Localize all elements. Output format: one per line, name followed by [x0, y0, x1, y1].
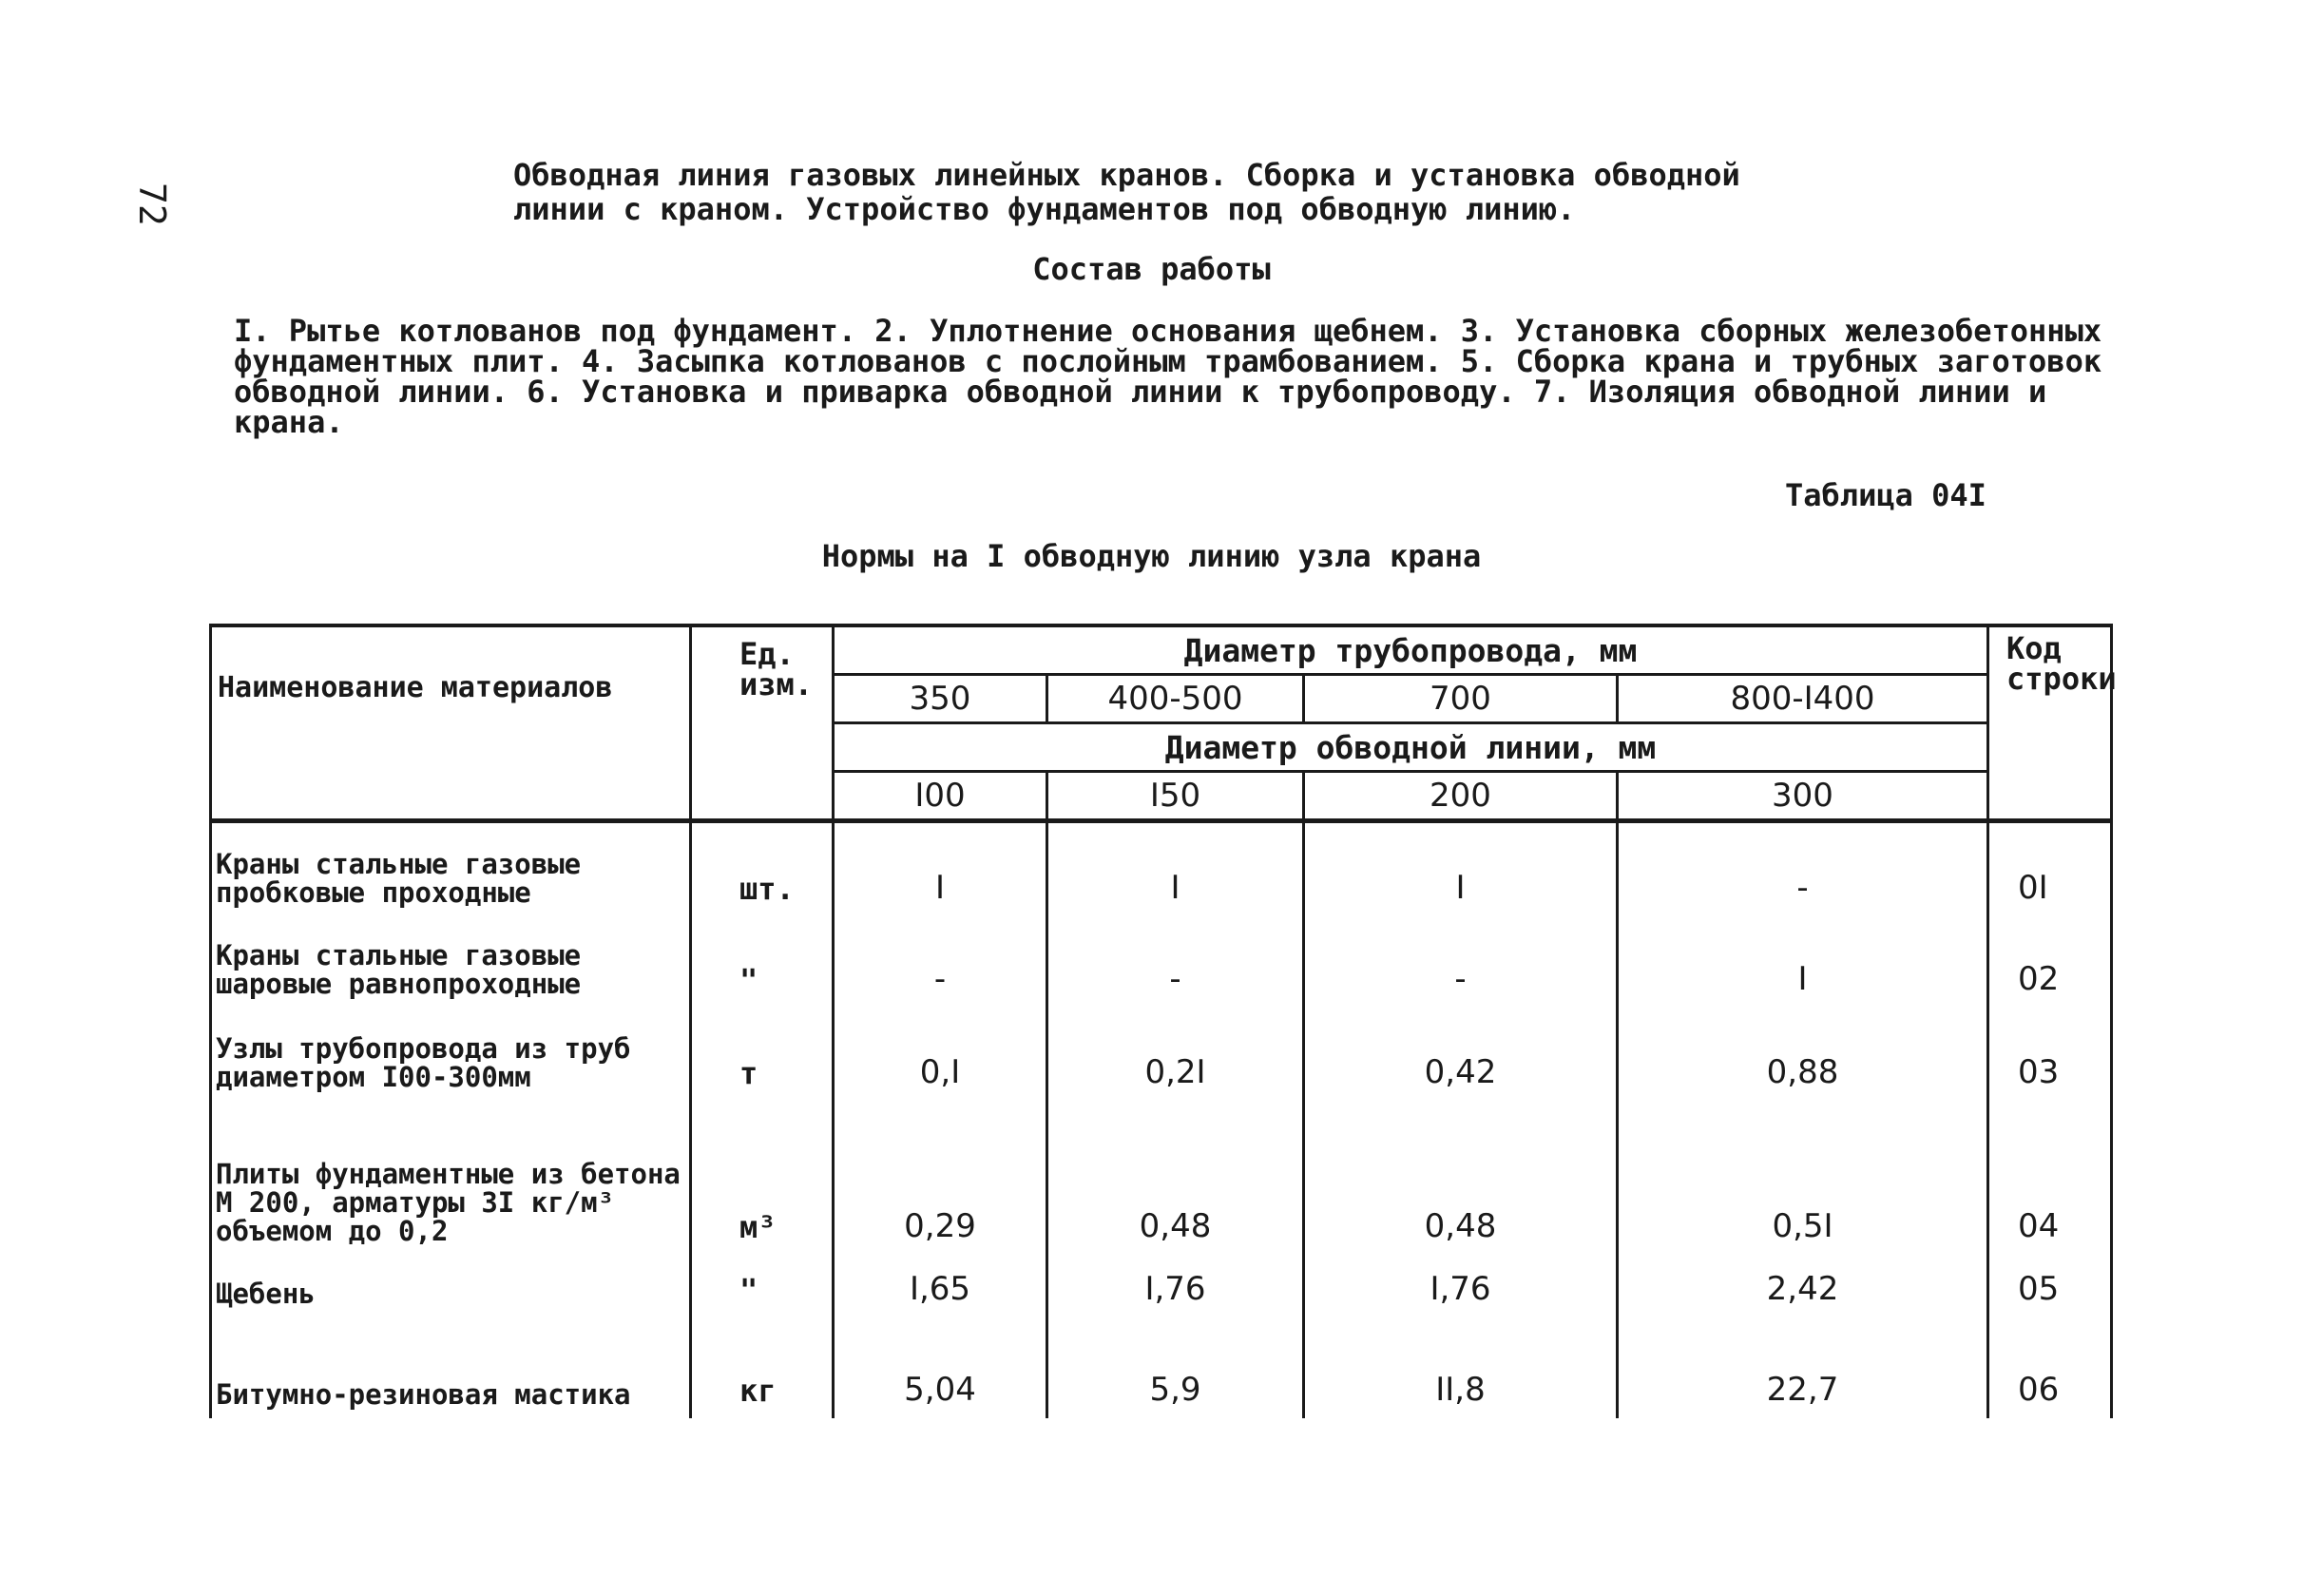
work-composition-text: I. Рытье котлованов под фундамент. 2. Уплотнение основания щебнем. 3. Установка сборных железобетонных фундаментных плит. 4. Засыпка котлованов с послойным трамбованием. 5. Сборка крана и трубных заготовок обводной линии. 6. Установка и приварка обводной линии к трубопроводу. 7. Изоляция обводной линии и крана. — [234, 313, 2102, 440]
material-name: Краны стальные газовые шаровые равнопроходные — [211, 916, 691, 1008]
material-unit: м³ — [691, 1101, 834, 1255]
norm-value: I — [1047, 821, 1304, 916]
bypass-diameter-header: Диаметр обводной линии, мм — [834, 723, 1988, 772]
norm-value: 0,88 — [1618, 1008, 1988, 1101]
norm-value: - — [1047, 916, 1304, 1008]
material-name: Краны стальные газовые пробковые проходные — [211, 821, 691, 916]
norm-value: I,76 — [1304, 1255, 1618, 1317]
norm-value: I — [1618, 916, 1988, 1008]
bypass-diameter-cell: I00 — [834, 772, 1047, 821]
norm-value: II,8 — [1304, 1317, 1618, 1418]
material-name: Узлы трубопровода из труб диаметром I00-300мм — [211, 1008, 691, 1101]
material-unit: т — [691, 1008, 834, 1101]
table-caption: Нормы на I обводную линию узла крана — [821, 538, 1482, 574]
norm-value: - — [1304, 916, 1618, 1008]
norm-value: 2,42 — [1618, 1255, 1988, 1317]
section-heading: Состав работы — [1032, 251, 1271, 287]
pipeline-diameter-cell: 400-500 — [1047, 675, 1304, 723]
bypass-diameter-cell: 200 — [1304, 772, 1618, 821]
norm-value: 0,5I — [1618, 1101, 1988, 1255]
material-name: Плиты фундаментные из бетона М 200, арматуры 3I кг/м³ объемом до 0,2 — [211, 1101, 691, 1255]
row-code: 02 — [1988, 916, 2112, 1008]
row-code: 06 — [1988, 1317, 2112, 1418]
row-code: 0I — [1988, 821, 2112, 916]
norm-value: 0,I — [834, 1008, 1047, 1101]
norm-value: 0,48 — [1047, 1101, 1304, 1255]
pipeline-diameter-header: Диаметр трубопровода, мм — [834, 625, 1988, 675]
column-header-unit: Ед. изм. — [691, 625, 834, 821]
pipeline-diameter-cell: 350 — [834, 675, 1047, 723]
norm-value: - — [834, 916, 1047, 1008]
column-header-material-name: Наименование материалов — [211, 625, 691, 821]
table-row — [211, 1008, 2112, 1101]
table-row — [211, 1255, 2112, 1317]
table-row — [211, 821, 2112, 916]
material-unit: " — [691, 916, 834, 1008]
table-label: Таблица 04I — [1785, 477, 1986, 513]
norm-value: I,76 — [1047, 1255, 1304, 1317]
norm-value: 0,29 — [834, 1101, 1047, 1255]
norm-value: 0,2I — [1047, 1008, 1304, 1101]
table-row — [211, 1101, 2112, 1255]
document-title: Обводная линия газовых линейных кранов. Сборка и установка обводной линии с краном. Устройство фундаментов под обводную линию. — [513, 157, 1740, 227]
table-row — [211, 916, 2112, 1008]
table-row — [211, 1317, 2112, 1418]
row-code: 03 — [1988, 1008, 2112, 1101]
norm-value: I — [834, 821, 1047, 916]
material-unit: " — [691, 1255, 834, 1317]
material-unit: шт. — [691, 821, 834, 916]
norm-value: I,65 — [834, 1255, 1047, 1317]
row-code: 05 — [1988, 1255, 2112, 1317]
row-code: 04 — [1988, 1101, 2112, 1255]
norm-value: - — [1618, 821, 1988, 916]
pipeline-diameter-cell: 700 — [1304, 675, 1618, 723]
page-number: 72 — [131, 183, 173, 226]
material-name: Щебень — [211, 1255, 691, 1317]
column-header-row-code: Код строки — [1988, 625, 2112, 821]
bypass-diameter-cell: 300 — [1618, 772, 1988, 821]
bypass-diameter-cell: I50 — [1047, 772, 1304, 821]
material-unit: кг — [691, 1317, 834, 1418]
pipeline-diameter-cell: 800-I400 — [1618, 675, 1988, 723]
norm-value: 5,9 — [1047, 1317, 1304, 1418]
norm-value: 0,42 — [1304, 1008, 1618, 1101]
norm-value: 0,48 — [1304, 1101, 1618, 1255]
norm-value: I — [1304, 821, 1618, 916]
norm-value: 5,04 — [834, 1317, 1047, 1418]
material-name: Битумно-резиновая мастика — [211, 1317, 691, 1418]
norms-table — [209, 624, 2117, 1418]
norm-value: 22,7 — [1618, 1317, 1988, 1418]
